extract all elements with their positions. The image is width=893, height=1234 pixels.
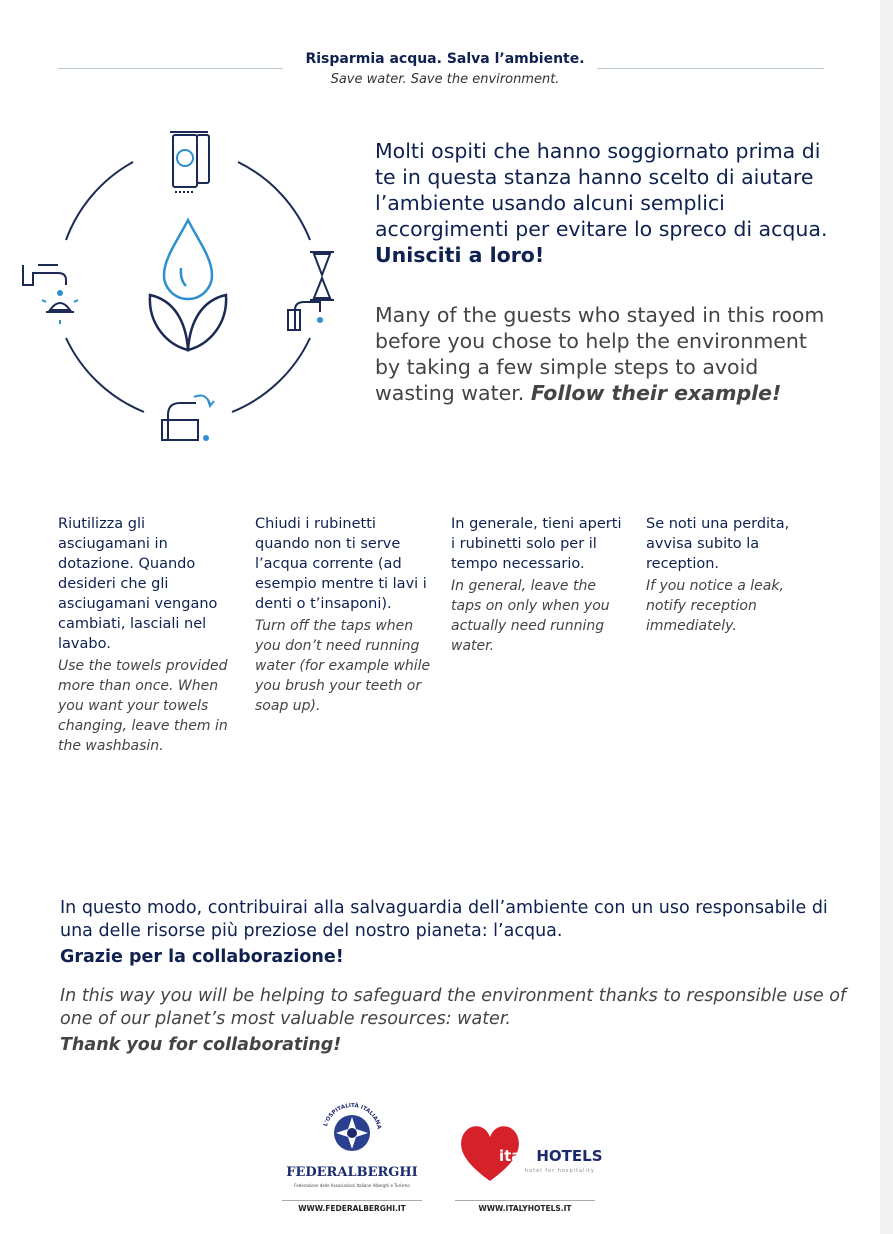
federalberghi-name: FEDERALBERGHI (286, 1165, 418, 1180)
header-title-it: Risparmia acqua. Salva l’ambiente. (305, 51, 585, 67)
tip-taps-off (255, 514, 433, 716)
water-cycle-illustration (18, 120, 358, 460)
arc-bottom-left (66, 338, 144, 412)
arc-top-right (238, 162, 310, 240)
arc-top-left (66, 162, 133, 240)
federalberghi-seal-icon (318, 1095, 386, 1163)
tip-en: If you notice a leak, notify reception immediately. (646, 578, 784, 634)
federalberghi-url: WWW.FEDERALBERGHI.IT (282, 1200, 422, 1213)
intro-it-text: Molti ospiti che hanno soggiornato prima di te in questa stanza hanno scelto di aiutare l’ambiente usando alcuni semplici accorgimenti per evitare lo spreco di acqua. (375, 139, 828, 241)
italyhotels-url: WWW.ITALYHOTELS.IT (455, 1200, 595, 1213)
intro-it-cta: Unisciti a loro! (375, 243, 545, 267)
closing-italian: In questo modo, contribuirai alla salvaguardia dell’ambiente con un uso responsabile di una delle risorse più preziose del nostro pianeta: l’acqua. (60, 898, 828, 941)
italyhotels-name: italyHOTELS (499, 1147, 603, 1165)
italyhotels-logo (455, 1095, 603, 1215)
water-drop-leaves-icon (150, 220, 226, 350)
tip-towels (58, 514, 236, 756)
closing-italian-thanks: Grazie per la collaborazione! (60, 947, 344, 967)
tip-it: Se noti una perdita, avvisa subito la reception. (646, 516, 790, 572)
tip-en: Use the towels provided more than once. When you want your towels changing, leave them in the washbasin. (58, 658, 228, 754)
tip-it: Chiudi i rubinetti quando non ti serve l’acqua corrente (ad esempio mentre ti lavi i denti o t’insaponi). (255, 516, 427, 612)
header-title-en: Save water. Save the environment. (330, 72, 560, 87)
leak-alert-icon (23, 265, 78, 324)
federalberghi-subtitle: Federazione delle Associazioni Italiane Alberghi e Turismo (294, 1183, 410, 1188)
svg-text:L'OSPITALITÀ ITALIANA: L'OSPITALITÀ ITALIANA (322, 1102, 382, 1130)
intro-italian (375, 138, 835, 268)
closing-english: In this way you will be helping to safeguard the environment thanks to responsible use of one of our planet’s most valuable resources: water. (60, 986, 847, 1029)
tip-it: In generale, tieni aperti i rubinetti solo per il tempo necessario. (451, 516, 622, 572)
tip-leak (646, 514, 824, 636)
tip-taps-time (451, 514, 629, 656)
italyhotels-tagline: hotel for hospitality (525, 1168, 595, 1174)
arc-bottom-right (232, 338, 310, 412)
tip-en: In general, leave the taps on only when you actually need running water. (451, 578, 610, 654)
tip-it: Riutilizza gli asciugamani in dotazione. Quando desideri che gli asciugamani vengano cambiati, lasciali nel lavabo. (58, 516, 218, 652)
tip-en: Turn off the taps when you don’t need running water (for example while you brush your teeth or soap up). (255, 618, 431, 714)
tap-turn-off-icon (162, 396, 214, 441)
cycle-arcs (66, 162, 310, 412)
header-divider-left (58, 68, 283, 69)
closing-english-thanks: Thank you for collaborating! (60, 1035, 342, 1055)
intro-en-text: Many of the guests who stayed in this room before you chose to help the environment by taking a few simple steps to avoid wasting water. (375, 303, 825, 405)
tap-timer-icon (288, 252, 334, 330)
intro-english (375, 302, 835, 406)
federalberghi-logo (282, 1095, 422, 1215)
header-divider-right (597, 68, 824, 69)
towel-reuse-icon (170, 132, 209, 192)
page-edge-shadow (880, 0, 893, 1234)
intro-en-cta: Follow their example! (530, 381, 782, 405)
